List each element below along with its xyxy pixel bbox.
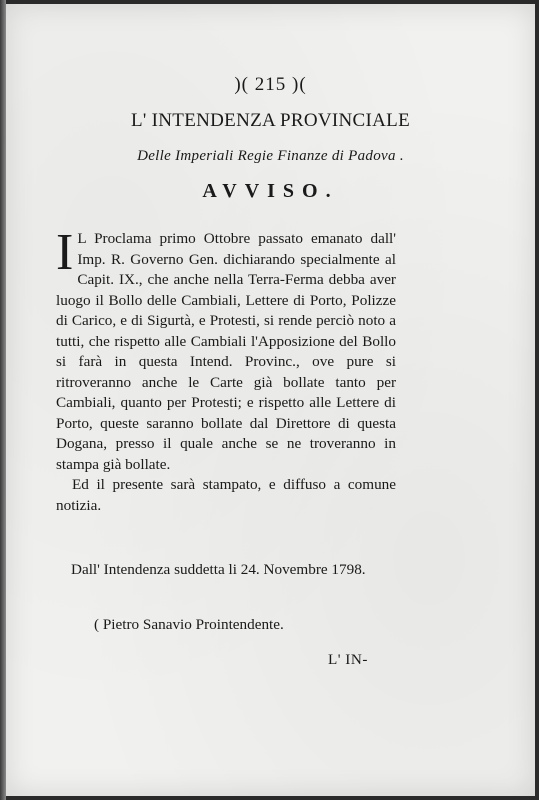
catchword: L' IN- <box>328 651 368 668</box>
document-page <box>6 4 535 796</box>
paragraph-2: Ed il presente sarà stampato, e diffuso a comune notizia. <box>56 476 396 514</box>
notice-body <box>56 224 396 516</box>
document-subheading: Delle Imperiali Regie Finanze di Padova . <box>137 148 404 164</box>
page-number: )( 215 )( <box>234 74 307 95</box>
date-line: Dall' Intendenza suddetta li 24. Novembre 1798. <box>71 561 366 578</box>
signature: ( Pietro Sanavio Prointendente. <box>94 616 284 633</box>
drop-cap: I <box>56 224 74 281</box>
document-heading: L' INTENDENZA PROVINCIALE <box>130 110 410 131</box>
notice-title: AVVISO. <box>202 180 339 202</box>
paragraph-1-text: L Proclama primo Ottobre passato emanato dall' Imp. R. Governo Gen. dichiarando specialmente al Capit. IX., che anche nella Terra-Ferma debba aver luogo il Bollo delle Cambiali, Lettere di Porto, Polizze di Carico, e di Sigurtà, e Protesti, si rende perciò noto a tutti, che rispetto alle Cambiali l'Apposizione del Bollo si farà in questa Intend. Provinc., ove pure si ritroveranno anche le Carte già bollate tanto per Cambiali, quanto per Protesti; e rispetto alle Lettere di Porto, queste saranno bollate dal Direttore di questa Dogana, presso il quale anche se ne troveranno in stampa già bollate. <box>56 230 396 473</box>
paragraph-1 <box>56 224 396 475</box>
